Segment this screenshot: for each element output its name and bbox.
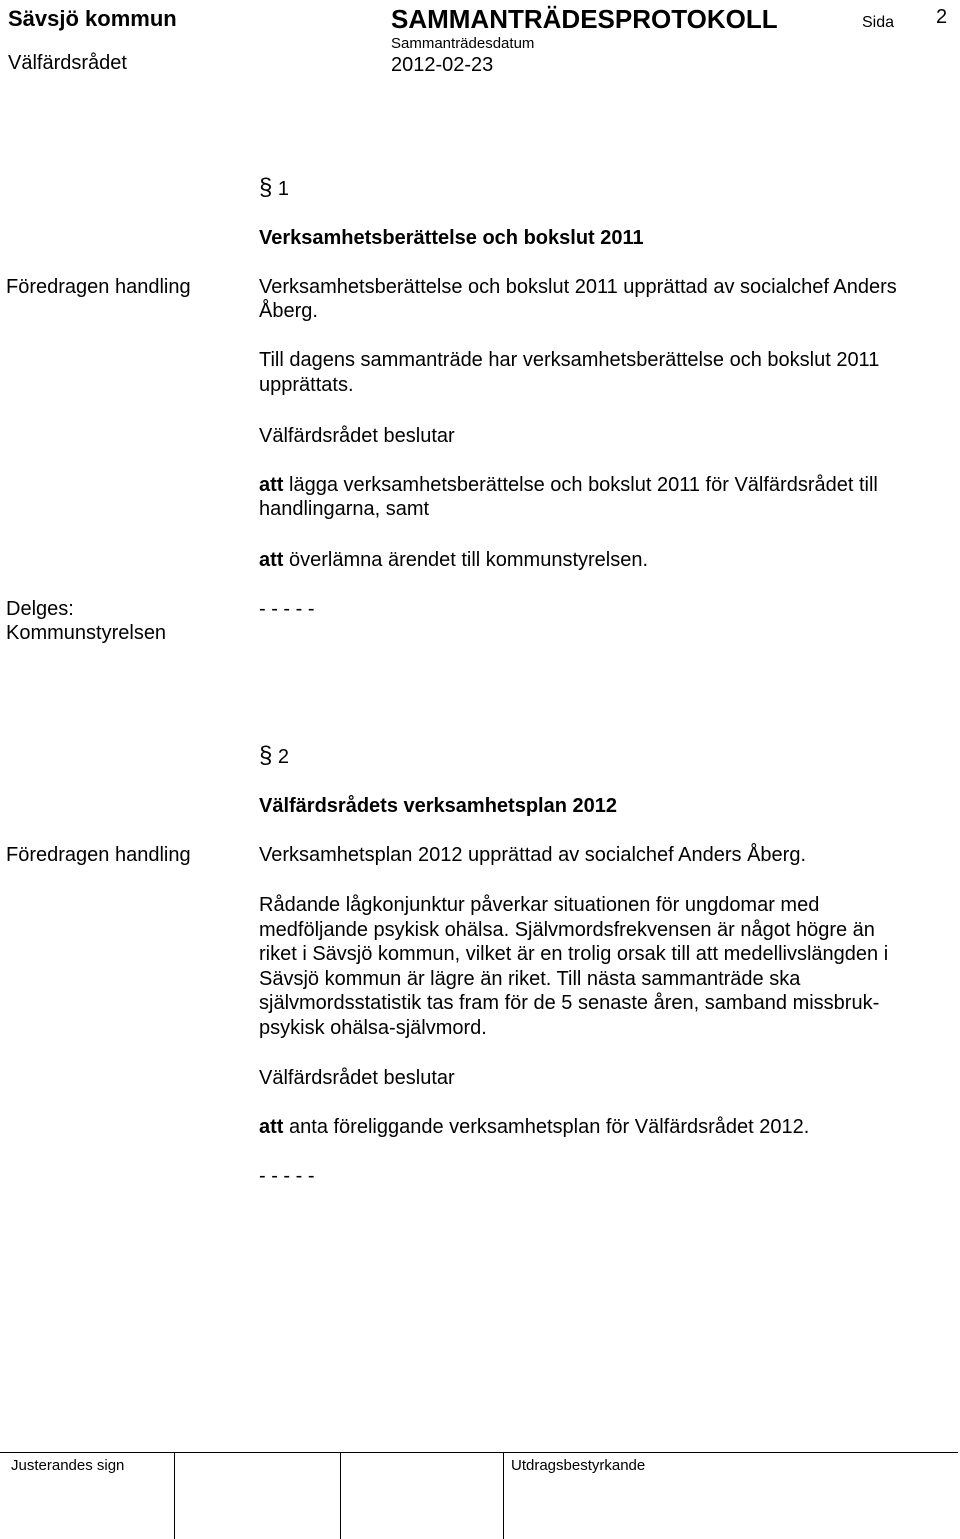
section-2-decision-intro: Välfärdsrådet beslutar xyxy=(259,1067,455,1089)
section-2-paragraph-line3: riket i Sävsjö kommun, vilket är en trolig orsak till att medellivslängden i xyxy=(259,943,889,965)
section-1-handling-label: Föredragen handling xyxy=(6,276,191,298)
section-number-value: 2 xyxy=(277,746,290,768)
section-sign-icon: § xyxy=(259,742,273,769)
att-keyword: att xyxy=(259,474,284,496)
council-name: Välfärdsrådet xyxy=(8,52,127,74)
section-1-paragraph-line1: Till dagens sammanträde har verksamhetsberättelse och bokslut 2011 xyxy=(259,349,880,371)
section-2-separator: - - - - - xyxy=(259,1165,315,1187)
section-1-handling-text-line2: Åberg. xyxy=(259,300,318,322)
section-1-paragraph-line2: upprättats. xyxy=(259,374,354,396)
section-2-paragraph-line5: självmordsstatistik tas fram för de 5 senaste åren, samband missbruk- xyxy=(259,992,880,1014)
att-keyword: att xyxy=(259,1116,284,1138)
justerandes-sign-label: Justerandes sign xyxy=(11,1457,125,1474)
document-type-title: SAMMANTRÄDESPROTOKOLL xyxy=(391,4,778,34)
delges-recipient: Kommunstyrelsen xyxy=(6,622,167,644)
att-keyword: att xyxy=(259,549,284,571)
section-sign-icon: § xyxy=(259,174,273,201)
section-2-paragraph-line1: Rådande lågkonjunktur påverkar situationen för ungdomar med xyxy=(259,894,820,916)
page-label: Sida xyxy=(862,14,895,31)
section-2-paragraph-line6: psykisk ohälsa-självmord. xyxy=(259,1017,487,1039)
section-1-number xyxy=(259,176,289,202)
section-2-handling-label: Föredragen handling xyxy=(6,844,191,866)
signature-divider xyxy=(340,1453,341,1539)
section-2-title: Välfärdsrådets verksamhetsplan 2012 xyxy=(259,795,617,817)
delges-label: Delges: xyxy=(6,598,74,620)
section-1-separator: - - - - - xyxy=(259,598,315,620)
utdragsbestyrkande-label: Utdragsbestyrkande xyxy=(511,1457,646,1474)
decision-text: anta föreliggande verksamhetsplan för Välfärdsrådet 2012. xyxy=(283,1116,810,1138)
section-2-paragraph-line2: medföljande psykisk ohälsa. Självmordsfrekvensen är något högre än xyxy=(259,919,875,941)
decision-text: lägga verksamhetsberättelse och bokslut 2011 för Välfärdsrådet till xyxy=(283,474,878,496)
section-1-handling-text-line1: Verksamhetsberättelse och bokslut 2011 upprättad av socialchef Anders xyxy=(259,276,897,298)
decision-text: överlämna ärendet till kommunstyrelsen. xyxy=(283,549,649,571)
section-1-decision-1-line2: handlingarna, samt xyxy=(259,498,430,520)
meeting-date-label: Sammanträdesdatum xyxy=(391,35,535,52)
section-2-decision-1 xyxy=(259,1115,809,1140)
section-2-paragraph-line4: Sävsjö kommun är lägre än riket. Till nästa sammanträde ska xyxy=(259,968,801,990)
signature-divider xyxy=(174,1453,175,1539)
section-1-title: Verksamhetsberättelse och bokslut 2011 xyxy=(259,227,644,249)
section-1-decision-2 xyxy=(259,548,648,573)
signature-footer xyxy=(0,1452,958,1539)
section-number-value: 1 xyxy=(277,178,290,200)
section-1-decision-intro: Välfärdsrådet beslutar xyxy=(259,425,455,447)
section-1-decision-1-line1 xyxy=(259,473,878,498)
meeting-date: 2012-02-23 xyxy=(391,54,494,76)
page-number: 2 xyxy=(936,6,948,28)
section-2-number xyxy=(259,744,289,770)
municipality-name: Sävsjö kommun xyxy=(8,6,177,31)
signature-divider xyxy=(503,1453,504,1539)
section-2-handling-text: Verksamhetsplan 2012 upprättad av socialchef Anders Åberg. xyxy=(259,844,807,866)
